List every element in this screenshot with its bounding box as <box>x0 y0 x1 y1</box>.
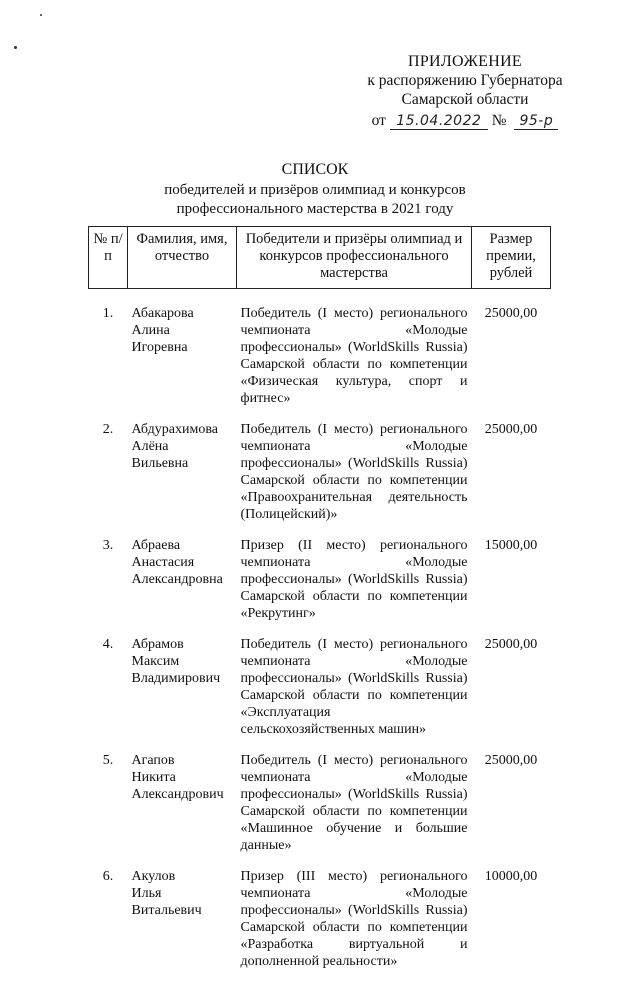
table-row <box>89 752 551 868</box>
appendix-line-1: к распоряжению Губернатора <box>367 72 563 89</box>
row-full-name <box>128 421 237 537</box>
surname: Абдурахимова <box>131 422 219 437</box>
column-header-achievement: Победители и призёры олимпиад и конкурсов профессионального мастерства <box>237 227 472 289</box>
row-full-name <box>128 752 237 868</box>
document-subtitle-line-2: профессионального мастерства в 2021 году <box>176 201 454 217</box>
row-number: 6. <box>102 869 114 884</box>
column-header-prize: Размер премии, рублей <box>472 227 551 289</box>
document-title: СПИСОК <box>281 161 349 178</box>
achievement-description: Победитель (I место) регионального чемпионата «Молодые профессионалы» (WorldSkills Russia) Самарской области по компетенции «Эксплуатация сельскохозяйственных машин» <box>240 637 468 737</box>
patronymic: Витальевич <box>131 903 202 918</box>
given-name: Илья <box>131 886 162 901</box>
date-prefix: от <box>371 112 386 129</box>
given-name: Максим <box>131 654 180 669</box>
column-header-name: Фамилия, имя, отчество <box>128 227 237 289</box>
given-name: Анастасия <box>131 555 195 570</box>
patronymic: Вильевна <box>131 456 189 471</box>
row-full-name <box>128 537 237 636</box>
prize-amount: 15000,00 <box>484 538 538 553</box>
number-sign: № <box>491 112 507 129</box>
patronymic: Игоревна <box>131 340 188 355</box>
given-name: Алина <box>131 323 170 338</box>
scan-speck <box>14 46 17 49</box>
winners-table <box>88 226 551 984</box>
row-number: 4. <box>102 637 114 652</box>
surname: Абрамов <box>131 637 184 652</box>
row-number: 1. <box>102 306 114 321</box>
given-name: Алёна <box>131 439 169 454</box>
prize-amount: 25000,00 <box>484 753 538 768</box>
document-subtitle-line-1: победителей и призёров олимпиад и конкурсов <box>164 182 466 198</box>
prize-amount: 25000,00 <box>484 637 538 652</box>
row-full-name <box>128 305 237 421</box>
table-row <box>89 537 551 636</box>
date-number-line <box>340 111 590 130</box>
surname: Абраева <box>131 538 181 553</box>
achievement-description: Победитель (I место) регионального чемпионата «Молодые профессионалы» (WorldSkills Russia) Самарской области по компетенции «Машинное обучение и большие данные» <box>240 753 468 853</box>
scan-speck <box>40 14 42 16</box>
row-full-name <box>128 636 237 752</box>
table-row <box>89 421 551 537</box>
achievement-description: Победитель (I место) регионального чемпионата «Молодые профессионалы» (WorldSkills Russia) Самарской области по компетенции «Физическая культура, спорт и фитнес» <box>240 306 468 406</box>
prize-amount: 25000,00 <box>484 422 538 437</box>
prize-amount: 10000,00 <box>484 869 538 884</box>
row-full-name <box>128 868 237 984</box>
appendix-header <box>340 52 590 130</box>
patronymic: Александровна <box>131 572 223 587</box>
achievement-description: Призер (III место) регионального чемпионата «Молодые профессионалы» (WorldSkills Russia) Самарской области по компетенции «Разработка виртуальной и дополненной реальности» <box>240 869 468 969</box>
handwritten-number: 95-р <box>514 113 558 130</box>
document-title-block <box>150 160 480 219</box>
surname: Агапов <box>131 753 175 768</box>
prize-amount: 25000,00 <box>484 306 538 321</box>
achievement-description: Победитель (I место) регионального чемпионата «Молодые профессионалы» (WorldSkills Russia) Самарской области по компетенции «Правоохранительная деятельность (Полицейский)» <box>240 422 468 522</box>
surname: Акулов <box>131 869 176 884</box>
appendix-label: ПРИЛОЖЕНИЕ <box>407 53 522 70</box>
column-header-number: № п/п <box>89 227 128 289</box>
patronymic: Владимирович <box>131 671 221 686</box>
table-header-row <box>89 227 551 289</box>
patronymic: Александрович <box>131 787 224 802</box>
appendix-line-2: Самарской области <box>401 91 529 108</box>
row-number: 5. <box>102 753 114 768</box>
table-row <box>89 305 551 421</box>
row-number: 3. <box>102 538 114 553</box>
handwritten-date: 15.04.2022 <box>390 113 488 130</box>
table-row <box>89 636 551 752</box>
achievement-description: Призер (II место) регионального чемпионата «Молодые профессионалы» (WorldSkills Russia) Самарской области по компетенции «Рекрутинг» <box>240 538 468 621</box>
row-number: 2. <box>102 422 114 437</box>
surname: Абакарова <box>131 306 194 321</box>
table-row <box>89 868 551 984</box>
given-name: Никита <box>131 770 176 785</box>
